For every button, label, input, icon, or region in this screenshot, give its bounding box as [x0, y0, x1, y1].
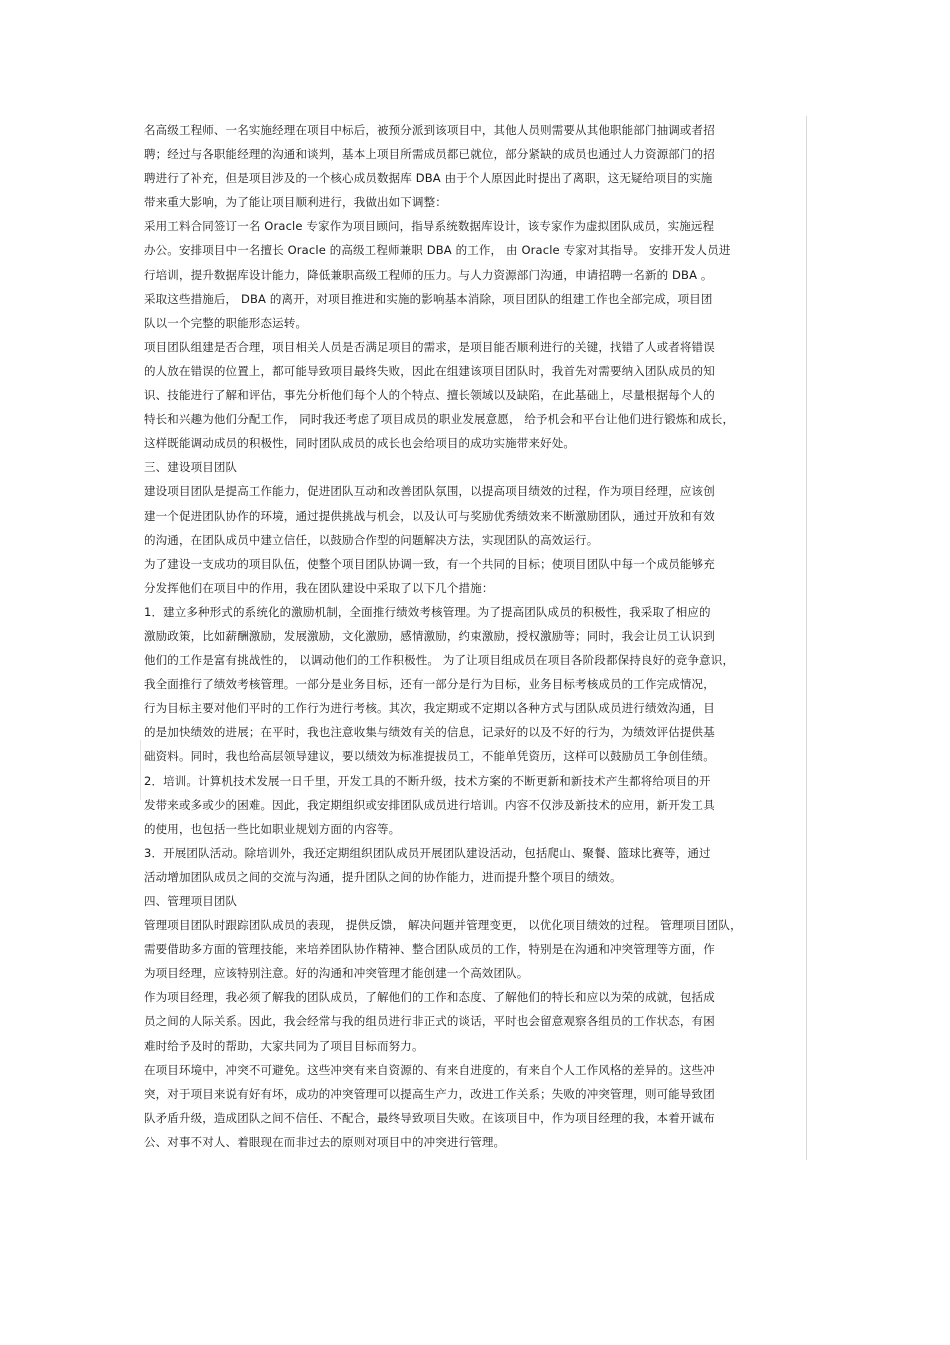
text-line: 础资料。同时，我也给高层领导建议，要以绩效为标准提拔员工，不能单凭资历，这样可以鼓励员工争创佳绩。	[144, 749, 715, 764]
text-line: 聘；经过与各职能经理的沟通和谈判，基本上项目所需成员都已就位，部分紧缺的成员也通过人力资源部门的招	[144, 147, 715, 162]
text-line: 行培训，提升数据库设计能力，降低兼职高级工程师的压力。与人力资源部门沟通，申请招聘一名新的 DBA 。	[144, 267, 713, 282]
text-line: 队矛盾升级，造成团队之间不信任、不配合，最终导致项目失败。在该项目中，作为项目经理的我，本着开诚布	[144, 1110, 715, 1125]
text-line: 识、技能进行了解和评估，事先分析他们每个人的个特点、擅长领域以及缺陷，在此基础上，尽量根据每个人的	[144, 388, 715, 403]
left-margin-mark	[140, 740, 141, 800]
text-line: 在项目环境中，冲突不可避免。这些冲突有来自资源的、有来自进度的，有来自个人工作风格的差异的。这些冲	[144, 1062, 715, 1077]
body-text	[144, 118, 804, 1154]
text-line: 员之间的人际关系。因此，我会经常与我的组员进行非正式的谈话，平时也会留意观察各组员的工作状态，有困	[144, 1014, 715, 1029]
text-line: 我全面推行了绩效考核管理。一部分是业务目标，还有一部分是行为目标，业务目标考核成员的工作完成情况，	[144, 677, 715, 692]
text-line: 发带来或多或少的困难。因此，我定期组织或安排团队成员进行培训。内容不仅涉及新技术的应用，新开发工具	[144, 797, 715, 812]
text-line: 行为目标主要对他们平时的工作行为进行考核。其次，我定期或不定期以各种方式与团队成员进行绩效沟通，目	[144, 701, 715, 716]
text-line: 管理项目团队时跟踪团队成员的表现， 提供反馈， 解决问题并管理变更， 以优化项目绩效的过程。 管理项目团队，	[144, 918, 742, 933]
text-line: 的是加快绩效的进展；在平时，我也注意收集与绩效有关的信息，记录好的以及不好的行为，为绩效评估提供基	[144, 725, 715, 740]
text-line: 的人放在错误的位置上，都可能导致项目最终失败，因此在组建该项目团队时，我首先对需要纳入团队成员的知	[144, 363, 715, 378]
text-line: 的使用，也包括一些比如职业规划方面的内容等。	[144, 821, 401, 836]
page-margin-rule	[806, 116, 807, 1160]
text-line: 分发挥他们在项目中的作用，我在团队建设中采取了以下几个措施：	[144, 580, 494, 595]
text-line: 建一个促进团队协作的环境，通过提供挑战与机会，以及认可与奖励优秀绩效来不断激励团队，通过开放和有效	[144, 508, 715, 523]
text-line: 聘进行了补充，但是项目涉及的一个核心成员数据库 DBA 由于个人原因此时提出了离职，这无疑给项目的实施	[144, 171, 713, 186]
text-line: 办公。安排项目中一名擅长 Oracle 的高级工程师兼职 DBA 的工作， 由 Oracle 专家对其指导。 安排开发人员进	[144, 243, 731, 258]
text-line: 活动增加团队成员之间的交流与沟通，提升团队之间的协作能力，进而提升整个项目的绩效。	[144, 869, 622, 884]
text-line: 他们的工作是富有挑战性的， 以调动他们的工作积极性。 为了让项目组成员在项目各阶段都保持良好的竞争意识，	[144, 653, 735, 668]
text-line: 采用工料合同签订一名 Oracle 专家作为项目顾问，指导系统数据库设计，该专家作为虚拟团队成员，实施远程	[144, 219, 715, 234]
text-line: 激励政策，比如薪酬激励，发展激励，文化激励，感情激励，约束激励，授权激励等；同时，我会让员工认识到	[144, 628, 715, 643]
text-line: 特长和兴趣为他们分配工作， 同时我还考虑了项目成员的职业发展意愿， 给予机会和平台让他们进行锻炼和成长，	[144, 412, 735, 427]
text-line: 建设项目团队是提高工作能力，促进团队互动和改善团队氛围，以提高项目绩效的过程，作为项目经理，应该创	[144, 484, 715, 499]
text-line: 3．开展团队活动。除培训外，我还定期组织团队成员开展团队建设活动，包括爬山、聚餐、篮球比赛等，通过	[144, 845, 711, 860]
text-line: 项目团队组建是否合理，项目相关人员是否满足项目的需求，是项目能否顺利进行的关键，找错了人或者将错误	[144, 339, 715, 354]
text-line: 公、对事不对人、着眼现在而非过去的原则对项目中的冲突进行管理。	[144, 1134, 506, 1149]
text-line: 作为项目经理，我必须了解我的团队成员，了解他们的工作和态度、了解他们的特长和应以为荣的成就，包括成	[144, 990, 715, 1005]
text-line: 为了建设一支成功的项目队伍，使整个项目团队协调一致，有一个共同的目标；使项目团队中每一个成员能够充	[144, 556, 715, 571]
text-line: 队以一个完整的职能形态运转。	[144, 315, 308, 330]
text-line: 2．培训。计算机技术发展一日千里，开发工具的不断升级，技术方案的不断更新和新技术产生都将给项目的开	[144, 773, 711, 788]
text-line: 这样既能调动成员的积极性，同时团队成员的成长也会给项目的成功实施带来好处。	[144, 436, 576, 451]
text-line: 名高级工程师、一名实施经理在项目中标后，被预分派到该项目中，其他人员则需要从其他职能部门抽调或者招	[144, 123, 715, 137]
text-line: 四、管理项目团队	[144, 894, 238, 908]
text-line: 为项目经理，应该特别注意。好的沟通和冲突管理才能创建一个高效团队。	[144, 966, 529, 981]
text-line: 带来重大影响，为了能让项目顺利进行，我做出如下调整：	[144, 195, 447, 210]
text-line: 难时给予及时的帮助，大家共同为了项目目标而努力。	[144, 1038, 424, 1053]
text-line: 1．建立多种形式的系统化的激励机制，全面推行绩效考核管理。为了提高团队成员的积极性，我采取了相应的	[144, 604, 711, 619]
text-line: 需要借助多方面的管理技能，来培养团队协作精神、整合团队成员的工作，特别是在沟通和冲突管理等方面，作	[144, 942, 715, 957]
text-line: 突，对于项目来说有好有坏，成功的冲突管理可以提高生产力，改进工作关系；失败的冲突管理，则可能导致团	[144, 1086, 715, 1101]
text-line: 采取这些措施后， DBA 的离开，对项目推进和实施的影响基本消除，项目团队的组建工作也全部完成，项目团	[144, 291, 713, 306]
text-line: 的沟通，在团队成员中建立信任，以鼓励合作型的问题解决方法，实现团队的高效运行。	[144, 532, 599, 547]
text-line: 三、建设项目团队	[144, 460, 238, 475]
